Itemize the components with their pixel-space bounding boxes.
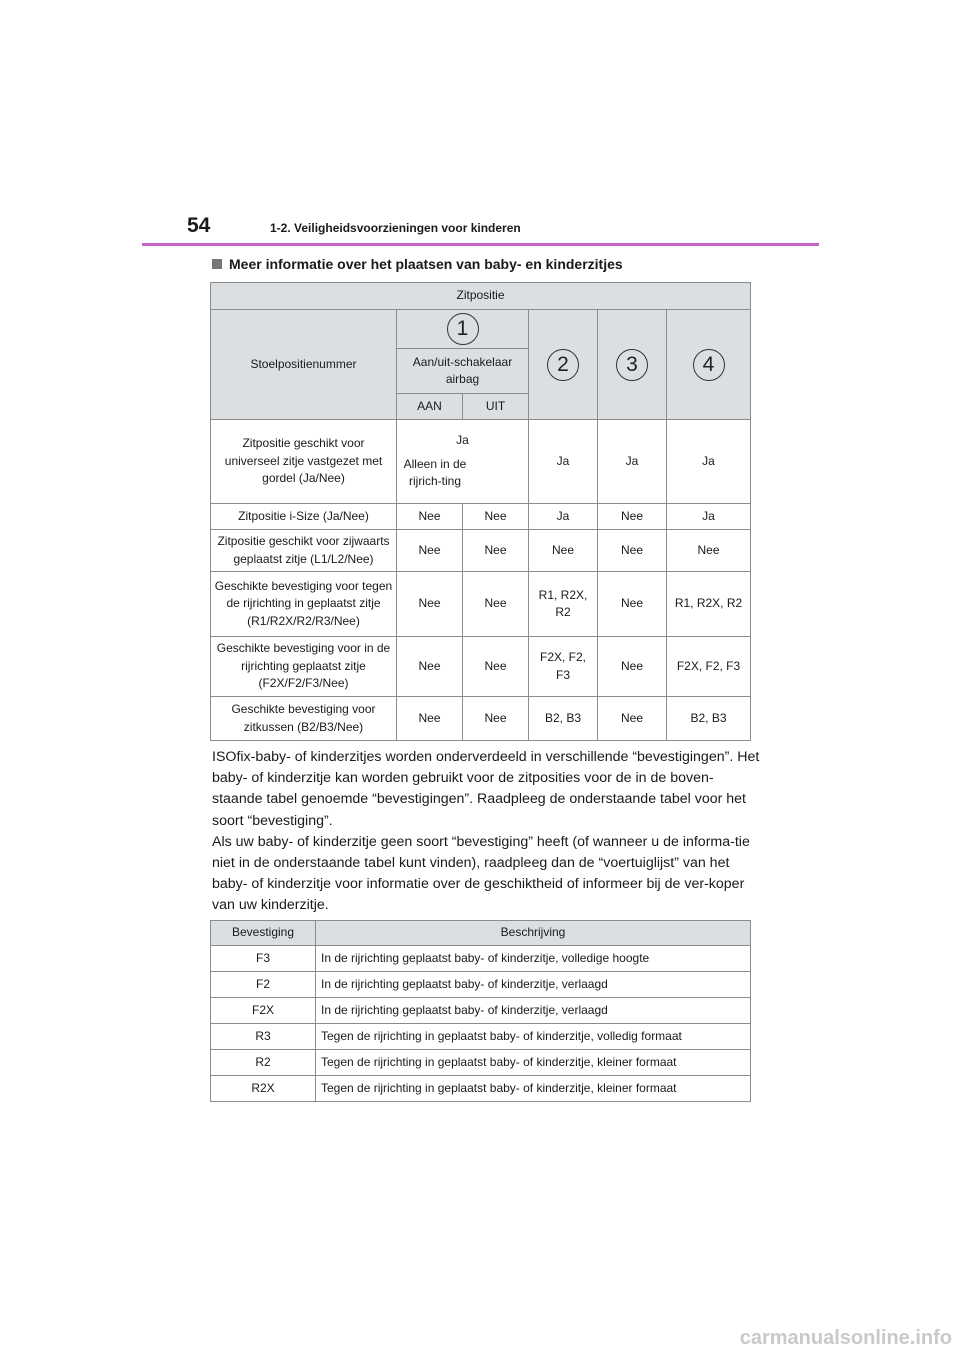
table-cell: Nee — [463, 530, 529, 572]
square-bullet-icon — [212, 259, 222, 269]
seat-2-badge: 2 — [547, 349, 579, 381]
table-cell: B2, B3 — [667, 697, 751, 741]
table-cell: R1, R2X, R2 — [667, 572, 751, 637]
cell-note: Alleen in de rijrich-ting — [403, 456, 467, 489]
table-cell: F2X, F2, F3 — [667, 637, 751, 697]
seat-position-table — [210, 282, 751, 741]
watermark: carmanualsonline.info — [739, 1327, 952, 1349]
column-header-description: Beschrijving — [316, 921, 751, 946]
section-heading-text: Meer informatie over het plaatsen van baby- en kinderzitjes — [229, 256, 623, 272]
seat-3-badge: 3 — [616, 349, 648, 381]
seat-1-badge: 1 — [447, 313, 479, 345]
table-cell: B2, B3 — [529, 697, 598, 741]
airbag-off-header: UIT — [463, 394, 529, 420]
table-cell: Nee — [667, 530, 751, 572]
seat-3-header — [598, 310, 667, 420]
table-title-cell: Zitpositie — [211, 283, 751, 310]
table-cell: Nee — [598, 530, 667, 572]
table-cell: Ja — [667, 504, 751, 530]
table-cell: Nee — [463, 572, 529, 637]
fixture-description: Tegen de rijrichting in geplaatst baby- of kinderzitje, volledig formaat — [316, 1024, 751, 1050]
fixture-code: F2X — [211, 998, 316, 1024]
table-cell: Nee — [397, 697, 463, 741]
row-label: Zitpositie geschikt voor universeel zitje vastgezet met gordel (Ja/Nee) — [211, 420, 397, 504]
table-cell: Ja — [529, 504, 598, 530]
seat-4-badge: 4 — [693, 349, 725, 381]
page-number: 54 — [187, 214, 211, 237]
column-header-fixture: Bevestiging — [211, 921, 316, 946]
paragraph-2: Als uw baby- of kinderzitje geen soort “bevestiging” heeft (of wanneer u de informa-tie niet in de onderstaande tabel kunt vinden), raadpleeg dan de “voertuiglijst” van het baby- of kinderzitje voor informatie over de geschiktheid of informeer bij de ver-koper van uw kinderzitje. — [212, 833, 750, 914]
table-cell: F2X, F2, F3 — [529, 637, 598, 697]
seat-2-header — [529, 310, 598, 420]
row-label: Geschikte bevestiging voor zitkussen (B2/B3/Nee) — [211, 697, 397, 741]
airbag-on-header: AAN — [397, 394, 463, 420]
row-label: Geschikte bevestiging voor in de rijrichting geplaatst zitje (F2X/F2/F3/Nee) — [211, 637, 397, 697]
body-text — [212, 747, 762, 917]
header-divider — [142, 243, 819, 246]
fixture-description: In de rijrichting geplaatst baby- of kinderzitje, verlaagd — [316, 998, 751, 1024]
table-cell: Nee — [598, 637, 667, 697]
fixture-description: In de rijrichting geplaatst baby- of kinderzitje, volledige hoogte — [316, 946, 751, 972]
cell-value: Ja — [456, 433, 469, 448]
table-cell: Nee — [463, 637, 529, 697]
table-cell: Nee — [598, 697, 667, 741]
fixture-code: F2 — [211, 972, 316, 998]
table-cell: Ja — [667, 420, 751, 504]
section-heading — [212, 256, 623, 272]
fixture-description: In de rijrichting geplaatst baby- of kinderzitje, verlaagd — [316, 972, 751, 998]
seat-4-header — [667, 310, 751, 420]
airbag-switch-header: Aan/uit-schakelaar airbag — [397, 349, 529, 394]
fixture-table — [210, 920, 751, 1102]
fixture-code: R2X — [211, 1076, 316, 1102]
fixture-code: R2 — [211, 1050, 316, 1076]
table-cell — [397, 420, 529, 504]
table-cell: Nee — [598, 572, 667, 637]
table-cell: Nee — [397, 637, 463, 697]
table-cell: Ja — [598, 420, 667, 504]
table-cell: Nee — [397, 572, 463, 637]
paragraph-1: ISOfix-baby- of kinderzitjes worden onderverdeeld in verschillende “bevestigingen”. Het baby- of kinderzitje kan worden gebruikt voor de zitposities voor de in de boven-staande tabel genoemde “bevestigingen”. Raadpleeg de onderstaande tabel voor het soort “bevestiging”. — [212, 749, 760, 829]
table-cell: Nee — [463, 697, 529, 741]
table-cell: R1, R2X, R2 — [529, 572, 598, 637]
fixture-code: R3 — [211, 1024, 316, 1050]
fixture-code: F3 — [211, 946, 316, 972]
fixture-description: Tegen de rijrichting in geplaatst baby- of kinderzitje, kleiner formaat — [316, 1076, 751, 1102]
chapter-title: 1-2. Veiligheidsvoorzieningen voor kinderen — [270, 221, 521, 235]
seat-1-header — [397, 310, 529, 349]
table-cell: Nee — [397, 530, 463, 572]
table-cell: Nee — [463, 504, 529, 530]
fixture-description: Tegen de rijrichting in geplaatst baby- of kinderzitje, kleiner formaat — [316, 1050, 751, 1076]
table-cell: Ja — [529, 420, 598, 504]
table-cell: Nee — [598, 504, 667, 530]
table-cell: Nee — [397, 504, 463, 530]
row-label: Zitpositie geschikt voor zijwaarts geplaatst zitje (L1/L2/Nee) — [211, 530, 397, 572]
row-label: Geschikte bevestiging voor tegen de rijrichting in geplaatst zitje (R1/R2X/R2/R3/Nee) — [211, 572, 397, 637]
seat-number-label: Stoelpositienummer — [211, 310, 397, 420]
row-label: Zitpositie i-Size (Ja/Nee) — [211, 504, 397, 530]
table-cell: Nee — [529, 530, 598, 572]
